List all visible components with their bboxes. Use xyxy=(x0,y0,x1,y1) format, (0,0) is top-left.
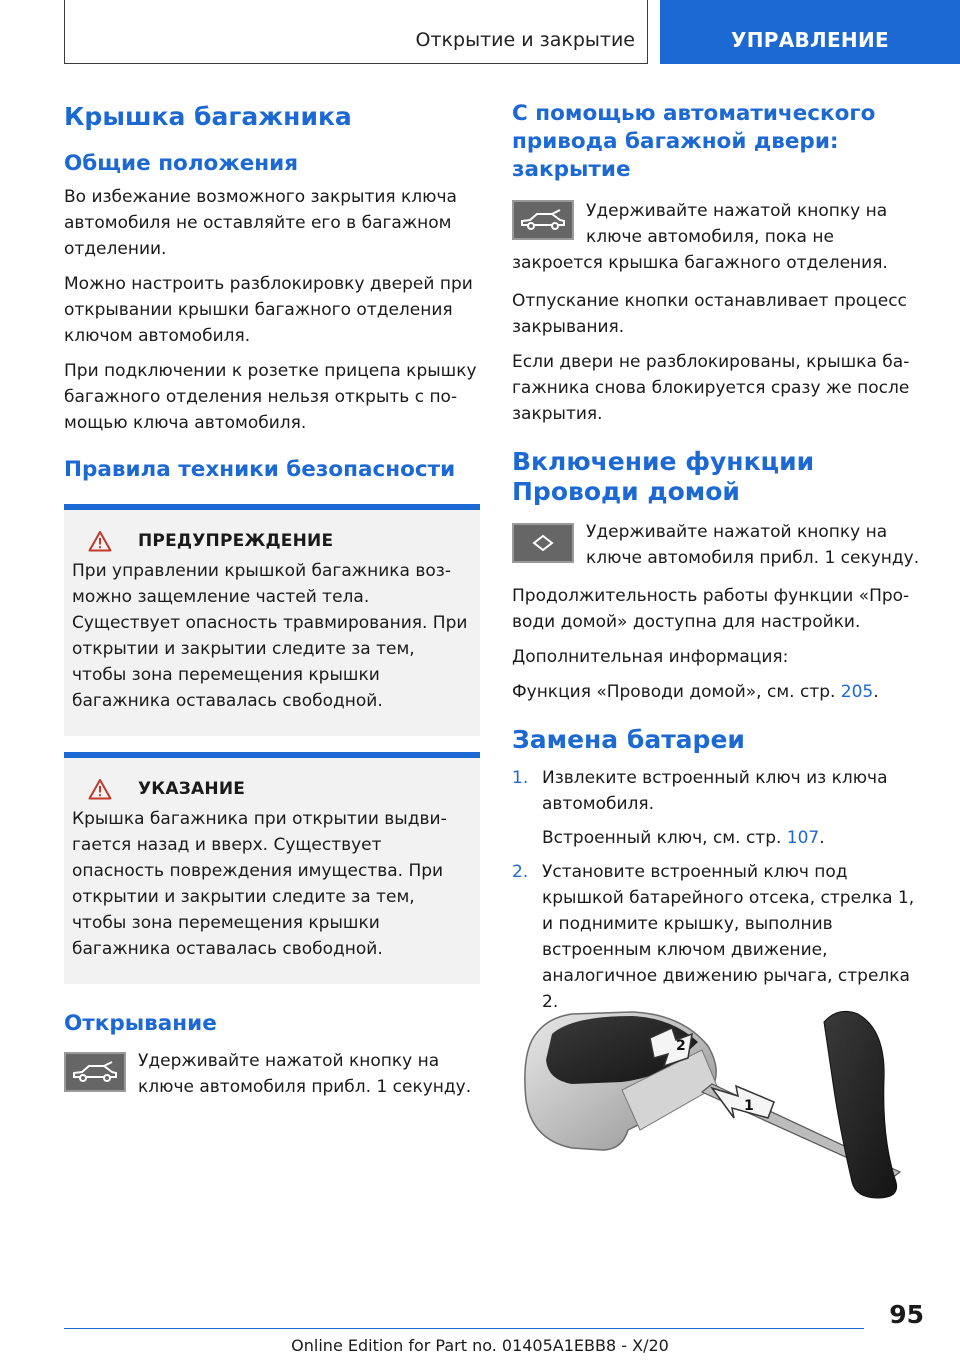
heading-opening: Открывание xyxy=(64,1011,217,1036)
auto-close-paragraph: Если двери не разблокированы, крышка багажника снова блокируется сразу же после закрытия. xyxy=(512,352,910,424)
home-reference-end: . xyxy=(873,682,879,702)
notice-header xyxy=(88,778,472,800)
page-link-205[interactable]: 205 xyxy=(840,682,874,702)
general-paragraph: При подключении к розетке прицепа крышку багажного отделения нельзя открыть с помощью ключа автомобиля. xyxy=(64,361,477,433)
section-title-trunk-lid: Крышка багажника xyxy=(64,102,352,131)
list-item-note xyxy=(512,825,924,851)
heading-general: Общие положения xyxy=(64,151,299,176)
chapter-tab xyxy=(660,0,960,64)
home-reference xyxy=(512,679,924,705)
heading-auto-close: С помощью автоматического привода багажной двери: закрытие xyxy=(512,101,876,182)
notice-text: Крышка багажника при открытии выдвигается назад и вверх. Существует опасность повреждения имущества. При открытии и закрытии следите за тем, чтобы зона перемещения крышки багажника оставалась свободной. xyxy=(72,809,447,959)
page-number: 95 xyxy=(889,1300,924,1329)
footer-edition-text: Online Edition for Part no. 01405A1EBB8 - X/20 xyxy=(291,1336,669,1355)
arrow-1-icon xyxy=(712,1086,774,1118)
warning-box xyxy=(64,504,480,736)
notice-box xyxy=(64,752,480,984)
warning-triangle-icon xyxy=(88,778,112,800)
warning-header xyxy=(88,530,472,552)
home-paragraph: Продолжительность работы функции «Проводи домой» доступна для настройки. xyxy=(512,586,910,632)
list-item xyxy=(512,765,924,817)
list-number: 1. xyxy=(512,768,529,788)
step1-note-end: . xyxy=(819,828,825,848)
tailgate-button-icon xyxy=(512,200,574,240)
auto-close-instruction xyxy=(512,198,924,276)
header-section-box xyxy=(64,0,648,64)
step1-note-text: Встроенный ключ, см. стр. xyxy=(542,828,782,848)
auto-close-text: Удерживайте нажатой кнопку на ключе автомобиля, пока не закроется крышка багажного отделения. xyxy=(512,201,888,273)
warning-triangle-icon xyxy=(88,530,112,552)
list-text: Извлеките встроенный ключ из ключа автомобиля. xyxy=(542,768,888,814)
more-info-label: Дополнительная информация: xyxy=(512,647,789,667)
arrow-1-label: 1 xyxy=(744,1098,754,1114)
warning-title: ПРЕДУПРЕЖДЕНИЕ xyxy=(138,531,334,551)
right-column xyxy=(512,100,924,1015)
home-reference-text: Функция «Проводи домой», см. стр. xyxy=(512,682,836,702)
follow-me-home-button-icon xyxy=(512,523,574,563)
home-text: Удерживайте нажатой кнопку на ключе автомобиля прибл. 1 секунду. xyxy=(586,522,920,568)
header-section-title: Открытие и закрытие xyxy=(415,29,635,51)
home-instruction xyxy=(512,519,924,571)
opening-instruction xyxy=(64,1048,480,1100)
notice-title: УКАЗАНИЕ xyxy=(138,779,246,799)
warning-text: При управлении крышкой багажника возможно защемление частей тела. Существует опасность травмирования. При открытии и закрытии следите за тем, чтобы зона перемещения крышки багажника оставалась свободной. xyxy=(72,561,468,711)
heading-safety: Правила техники безопасности xyxy=(64,457,456,482)
auto-close-paragraph: Отпускание кнопки останавливает процесс закрывания. xyxy=(512,291,907,337)
opening-text: Удерживайте нажатой кнопку на ключе автомобиля прибл. 1 секунду. xyxy=(138,1051,472,1097)
left-column xyxy=(64,100,480,1106)
general-paragraph: Можно настроить разблокировку дверей при открывании крышки багажного отделения ключом автомобиля. xyxy=(64,274,473,346)
footer-divider xyxy=(64,1328,864,1329)
arrow-2-label: 2 xyxy=(676,1038,686,1054)
tailgate-button-icon xyxy=(64,1052,126,1092)
chapter-tab-label: УПРАВЛЕНИЕ xyxy=(731,28,889,52)
list-text: Установите встроенный ключ под крышкой батарейного отсека, стрелка 1, и поднимите крышку, выполнив встроенным ключом движение, аналогичное движению рычага, стрелка 2. xyxy=(542,862,915,1012)
heading-home-function: Включение функции Проводи домой xyxy=(512,447,815,506)
list-item xyxy=(512,859,924,1015)
key-handle xyxy=(824,1011,897,1198)
heading-battery: Замена батареи xyxy=(512,725,745,754)
key-fob-illustration xyxy=(512,1000,924,1200)
page-link-107[interactable]: 107 xyxy=(786,828,820,848)
general-paragraph: Во избежание возможного закрытия ключа автомобиля не оставляйте его в багажном отделении. xyxy=(64,187,457,259)
list-number: 2. xyxy=(512,862,529,882)
step1-note xyxy=(542,825,924,851)
